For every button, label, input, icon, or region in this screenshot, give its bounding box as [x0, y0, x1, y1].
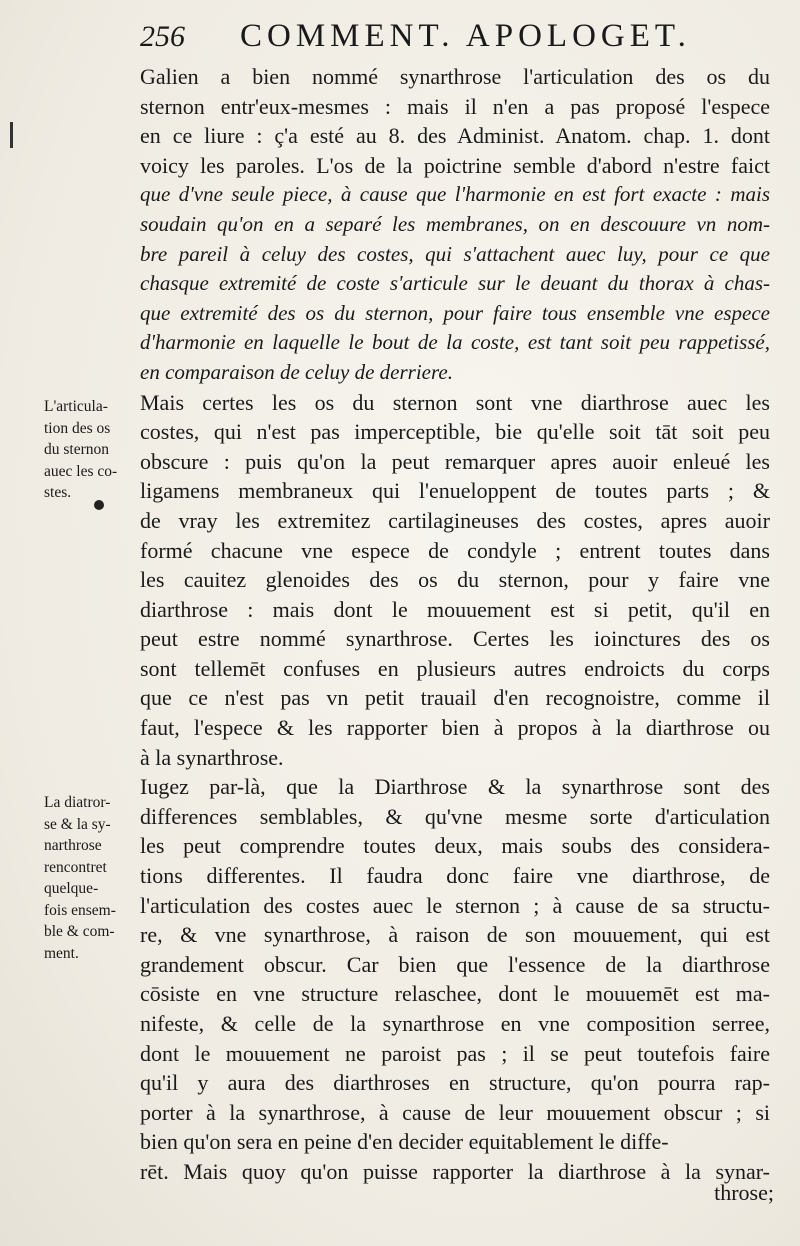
ornament-dot — [94, 500, 104, 510]
margin-note-line: ble & com- — [44, 923, 115, 940]
text-line: peut estre nommé synarthrose. Certes les ioinctures des os — [140, 626, 770, 652]
text-line: faut, l'espece & les rapporter bien à propos à la diarthrose ou — [140, 715, 770, 741]
text-line: ligamens membraneux qui l'enueloppent de toutes parts ; & — [140, 478, 770, 504]
page-header — [140, 18, 780, 58]
text-line: les peut comprendre toutes deux, mais soubs des considera- — [140, 833, 770, 859]
body-text — [140, 62, 770, 1187]
margin-note-line: fois ensem- — [44, 901, 116, 919]
page-number: 256 — [140, 20, 185, 53]
page-edge-mark — [10, 122, 13, 148]
text-line: costes, qui n'est pas imperceptible, bie qu'elle soit tāt soit peu — [140, 419, 770, 445]
text-line: l'articulation des costes auec le sternon ; à cause de sa structu- — [140, 892, 770, 918]
margin-note-line: rencontret — [44, 858, 107, 876]
text-line: à la synarthrose. — [140, 744, 284, 770]
running-title: COMMENT. APOLOGET. — [240, 18, 691, 54]
text-line: en ce liure : ç'a esté au 8. des Administ. Anatom. chap. 1. dont — [140, 123, 770, 149]
text-line: soudain qu'on en a separé les membranes, on en descouure vn nom- — [140, 211, 770, 236]
margin-note-line: L'articula- — [44, 398, 108, 415]
text-line: de vray les extremitez cartilagineuses des costes, apres auoir — [140, 507, 770, 533]
text-line: dont le mouuement ne paroist pas ; il se peut toutefois faire — [140, 1040, 770, 1066]
margin-note-articulation — [44, 396, 140, 504]
text-line: rēt. Mais quoy qu'on puisse rapporter la diarthrose à la synar- — [140, 1158, 770, 1184]
margin-note-line: se & la sy- — [44, 815, 111, 833]
text-line: cōsiste en vne structure relaschee, dont le mouuemēt est ma- — [140, 981, 770, 1007]
margin-note-line: narthrose — [44, 837, 102, 854]
catchword: throse; — [714, 1180, 774, 1205]
text-line: bre pareil à celuy des costes, qui s'attachent auec luy, pour ce que — [140, 241, 770, 266]
text-line: Mais certes les os du sternon sont vne diarthrose auec les — [140, 389, 770, 415]
margin-note-line: auec les co- — [44, 462, 118, 480]
margin-note-diarthrose — [44, 792, 140, 964]
text-line: que d'vne seule piece, à cause que l'harmonie en est fort exacte : mais — [140, 182, 770, 207]
text-line: tions differentes. Il faudra donc faire vne diarthrose, de — [140, 863, 770, 889]
text-line: differences semblables, & qu'vne mesme sorte d'articulation — [140, 803, 770, 829]
text-line: diarthrose : mais dont le mouuement est si petit, qu'il en — [140, 596, 770, 622]
margin-note-line: tion des os — [44, 419, 111, 437]
text-line: les cauitez glenoides des os du sternon, pour y faire vne — [140, 567, 770, 593]
margin-note-line: du sternon — [44, 441, 110, 458]
margin-note-line: ment. — [44, 944, 79, 962]
text-line: Galien a bien nommé synarthrose l'articulation des os du — [140, 64, 770, 89]
text-line: qu'il y aura des diarthroses en structure, qu'on pourra rap- — [140, 1070, 770, 1096]
margin-note-line: quelque- — [44, 880, 99, 897]
margin-note-line: stes. — [44, 484, 72, 501]
text-line: re, & vne synarthrose, à raison de son mouuement, qui est — [140, 922, 770, 948]
text-line: grandement obscur. Car bien que l'essence de la diarthrose — [140, 951, 770, 977]
text-line: obscure : puis qu'on la peut remarquer apres auoir enleué les — [140, 448, 770, 474]
text-line: sternon entr'eux-mesmes : mais il n'en a pas proposé l'espece — [140, 93, 770, 119]
text-line: que ce n'est pas vn petit trauail d'en recognoistre, comme il — [140, 685, 770, 711]
text-line: chasque extremité de coste s'articule sur le deuant du thorax à chas- — [140, 271, 770, 296]
text-line: Iugez par-là, que la Diarthrose & la synarthrose sont des — [140, 774, 770, 800]
text-line: en comparaison de celuy de derriere. — [140, 359, 453, 384]
text-line: d'harmonie en laquelle le bout de la coste, est tant soit peu rappetissé, — [140, 330, 770, 355]
text-line: sont tellemēt confuses en plusieurs autres endroicts du corps — [140, 655, 770, 681]
text-line: formé chacune vne espece de condyle ; entrent toutes dans — [140, 537, 770, 563]
text-line: porter à la synarthrose, à cause de leur mouuement obscur ; si — [140, 1099, 770, 1125]
text-line: nifeste, & celle de la synarthrose en vne composition serree, — [140, 1011, 770, 1036]
text-line: voicy les paroles. L'os de la poictrine semble d'abord n'estre faict — [140, 152, 770, 178]
text-line: que extremité des os du sternon, pour faire tous ensemble vne espece — [140, 300, 770, 325]
text-line: bien qu'on sera en peine d'en decider equitablement le diffe- — [140, 1129, 669, 1155]
margin-note-line: La diatror- — [44, 794, 111, 811]
